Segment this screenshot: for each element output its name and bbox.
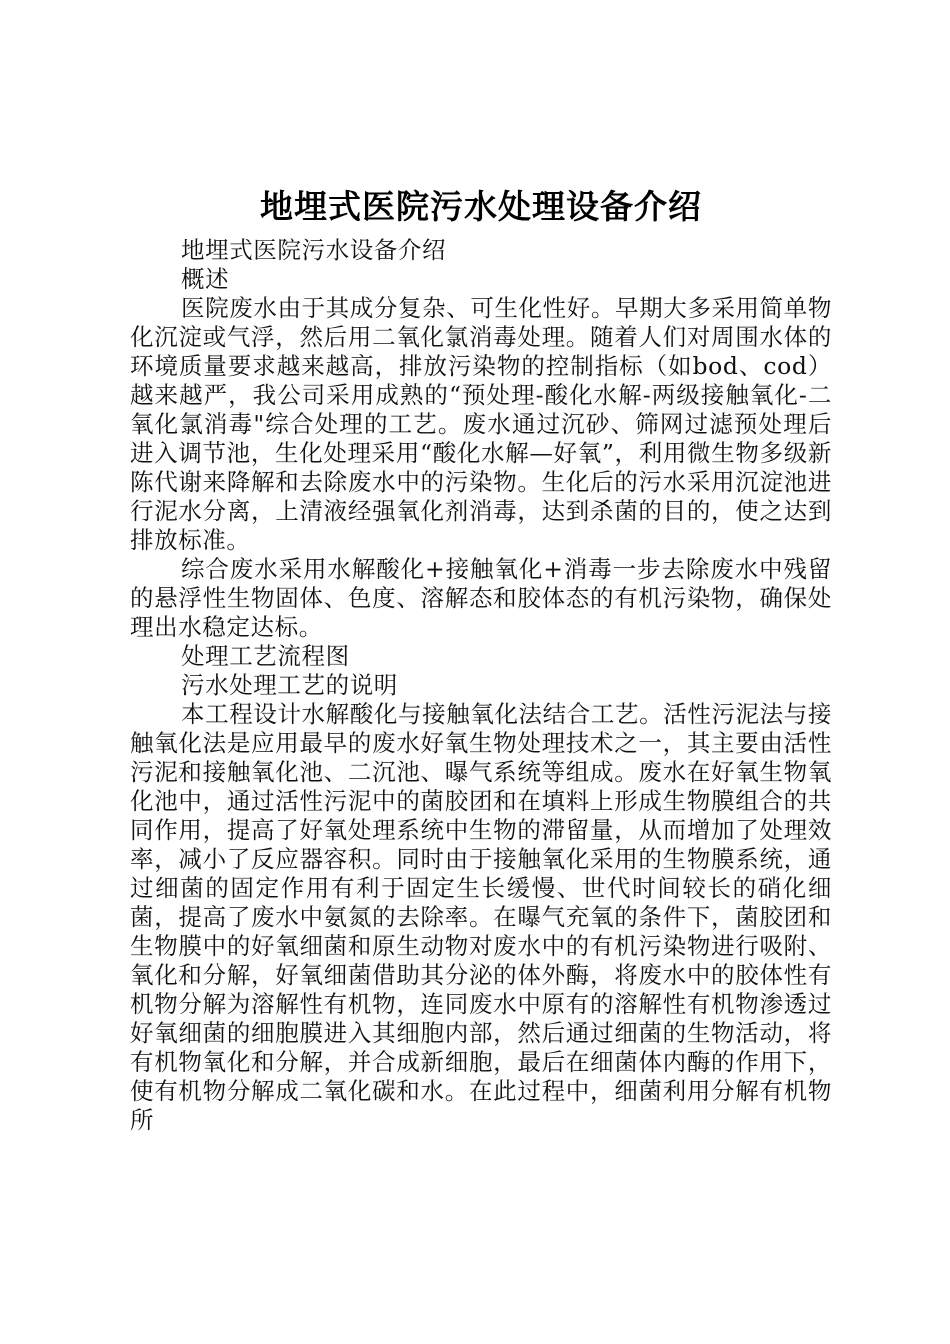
document-page (130, 182, 832, 1135)
paragraph-overview: 医院废水由于其成分复杂、可生化性好。早期大多采用简单物化沉淀或气浮，然后用二氧化氯消毒处理。随着人们对周围水体的环境质量要求越来越高，排放污染物的控制指标（如bod、cod）越来越严，我公司采用成熟的“预处理-酸化水解-两级接触氧化-二氧化氯消毒"综合处理的工艺。废水通过沉砂、筛网过滤预处理后进入调节池，生化处理采用“酸化水解—好氧”，利用微生物多级新陈代谢来降解和去除废水中的污染物。生化后的污水采用沉淀池进行泥水分离，上清液经强氧化剂消毒，达到杀菌的目的，使之达到排放标准。 (130, 294, 832, 554)
document-title: 地埋式医院污水处理设备介绍 (260, 187, 702, 226)
paragraph-process-heading: 污水处理工艺的说明 (181, 671, 398, 699)
paragraph-combined-wastewater: 综合废水采用水解酸化+接触氧化+消毒一步去除废水中残留的悬浮性生物固体、色度、溶解态和胶体态的有机污染物，确保处理出水稳定达标。 (130, 555, 832, 641)
paragraph-process-description: 本工程设计水解酸化与接触氧化法结合工艺。活性污泥法与接触氧化法是应用最早的废水好氧生物处理技术之一，其主要由活性污泥和接触氧化池、二沉池、曝气系统等组成。废水在好氧生物氧化池中，通过活性污泥中的菌胶团和在填料上形成生物膜组合的共同作用，提高了好氧处理系统中生物的滞留量，从而增加了处理效率，减小了反应器容积。同时由于接触氧化采用的生物膜系统，通过细菌的固定作用有利于固定生长缓慢、世代时间较长的硝化细菌，提高了废水中氨氮的去除率。在曝气充氧的条件下，菌胶团和生物膜中的好氧细菌和原生动物对废水中的有机污染物进行吸附、氧化和分解，好氧细菌借助其分泌的体外酶，将废水中的胶体性有机物分解为溶解性有机物，连同废水中原有的溶解性有机物渗透过好氧细菌的细胞膜进入其细胞内部，然后通过细菌的生物活动，将有机物氧化和分解，并合成新细胞，最后在细菌体内酶的作用下，使有机物分解成二氧化碳和水。在此过程中，细菌利用分解有机物所 (130, 700, 832, 1134)
paragraph-overview-heading: 概述 (181, 265, 230, 293)
paragraph-flowchart-heading: 处理工艺流程图 (181, 642, 350, 670)
paragraph-subtitle: 地埋式医院污水设备介绍 (181, 236, 447, 264)
